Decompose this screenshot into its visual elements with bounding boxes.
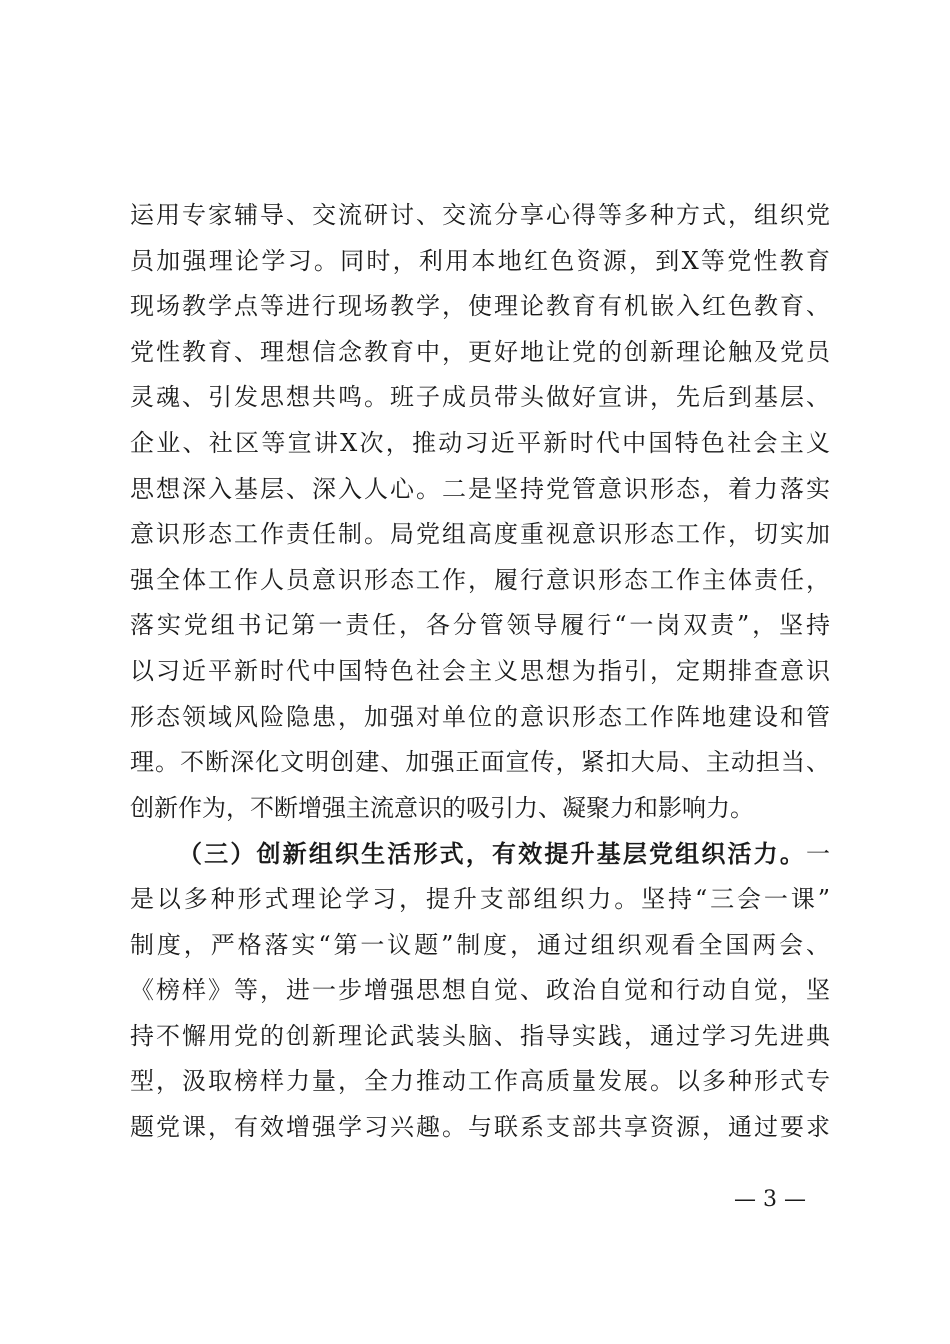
text-line: 员加强理论学习。同时，利用本地红色资源，到X等党性教育 [130,246,830,275]
text-run: 一 [806,840,830,869]
text-line: 题党课，有效增强学习兴趣。与联系支部共享资源，通过要求 [130,1112,830,1141]
text-line: 以习近平新时代中国特色社会主义思想为指引，定期排查意识 [130,656,830,685]
text-line: 创新作为，不断增强主流意识的吸引力、凝聚力和影响力。 [130,793,754,822]
section-heading: （三）创新组织生活形式，有效提升基层党组织活力。 [178,839,806,869]
text-line: 型，汲取榜样力量，全力推动工作高质量发展。以多种形式专 [130,1067,830,1096]
text-line: 《榜样》等，进一步增强思想自觉、政治自觉和行动自觉，坚 [130,976,830,1005]
text-line: 现场教学点等进行现场教学，使理论教育有机嵌入红色教育、 [130,292,830,321]
text-line: 意识形态工作责任制。局党组高度重视意识形态工作，切实加 [130,520,830,549]
text-line: 党性教育、理想信念教育中，更好地让党的创新理论触及党员 [130,337,830,366]
text-line: 制度，严格落实“第一议题”制度，通过组织观看全国两会、 [130,930,830,959]
text-line: 灵魂、引发思想共鸣。班子成员带头做好宣讲，先后到基层、 [130,383,830,412]
text-line: 是以多种形式理论学习，提升支部组织力。坚持“三会一课” [130,884,830,913]
text-line: 强全体工作人员意识形态工作，履行意识形态工作主体责任， [130,565,830,594]
text-line: 持不懈用党的创新理论武装头脑、指导实践，通过学习先进典 [130,1021,830,1050]
body-text [130,193,830,1150]
paragraph-1 [130,193,830,831]
text-line: 落实党组书记第一责任，各分管领导履行“一岗双责”，坚持 [130,611,830,640]
page-number: — 3 — [734,1187,806,1212]
section-heading-line [130,831,830,877]
text-line: 运用专家辅导、交流研讨、交流分享心得等多种方式，组织党 [130,201,830,229]
text-line: 企业、社区等宣讲X次，推动习近平新时代中国特色社会主义 [130,428,830,457]
text-line: 理。不断深化文明创建、加强正面宣传，紧扣大局、主动担当、 [130,748,830,777]
text-line: 思想深入基层、深入人心。二是坚持党管意识形态，着力落实 [130,474,830,503]
text-line: 形态领域风险隐患，加强对单位的意识形态工作阵地建设和管 [130,702,830,731]
paragraph-2 [130,831,830,1150]
